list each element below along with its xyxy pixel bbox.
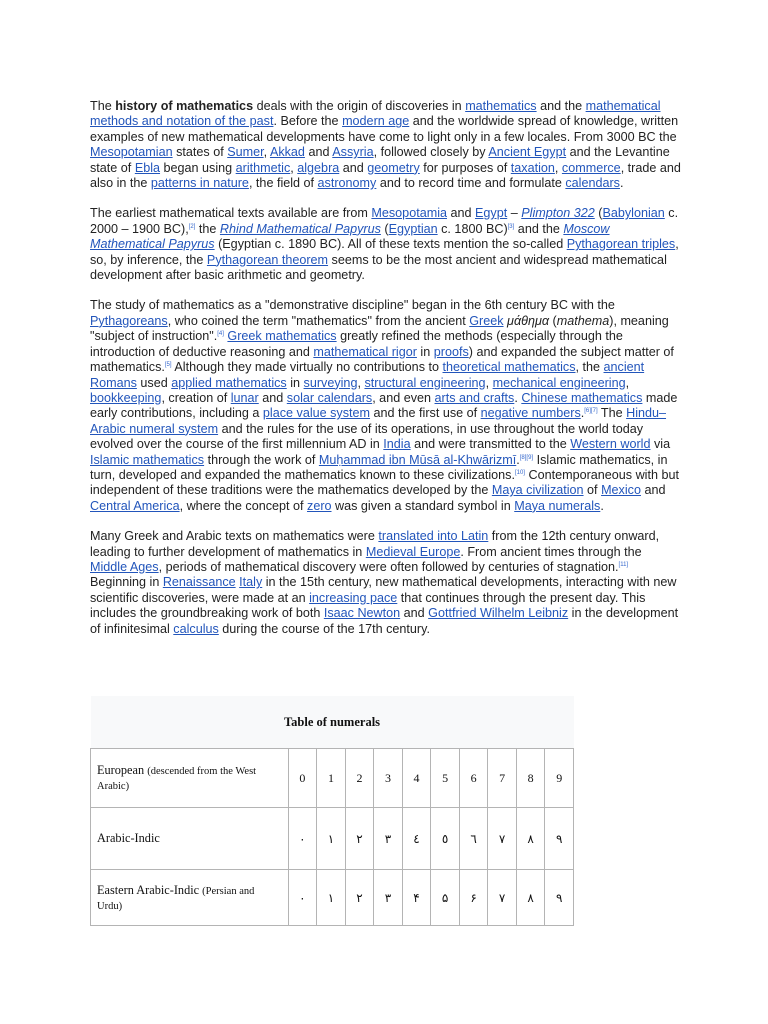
text-run: and: [400, 606, 429, 621]
text-run: and: [304, 145, 333, 160]
link-islamic-mathematics[interactable]: Islamic mathematics: [90, 452, 205, 467]
text-run: (Egyptian c. 1890 BC). All of these texts mention the so-called: [214, 237, 567, 252]
link-taxation[interactable]: taxation: [510, 160, 555, 175]
digit-cell: 9: [545, 749, 574, 808]
link-modern-age[interactable]: modern age: [342, 114, 410, 129]
text-run: , so, by inference, the: [90, 237, 679, 267]
digit-cell: ۷: [488, 870, 517, 926]
row-label: [91, 749, 289, 808]
digit-cell: 6: [459, 749, 488, 808]
link-place-value-system[interactable]: place value system: [262, 406, 371, 421]
digit-cell: 7: [488, 749, 517, 808]
link-mathematics[interactable]: mathematics: [465, 99, 537, 113]
text-run: for purposes of: [419, 160, 511, 175]
text-run: of: [583, 483, 602, 498]
text-run: and to record time and formulate: [376, 176, 566, 191]
digit-cell: ۳: [374, 870, 403, 926]
text-run: in: [286, 375, 304, 390]
link-sumer[interactable]: Sumer: [227, 145, 264, 160]
text-run: greatly refined the methods (especially through the introduction of deductive reasoning and: [90, 329, 623, 359]
text-run: .: [600, 498, 604, 513]
text-run: ,: [625, 375, 630, 390]
link-assyria[interactable]: Assyria: [332, 145, 374, 160]
text-run: and: [339, 160, 368, 175]
table-row-arabic-indic: [91, 808, 574, 870]
link-mathematical-rigor[interactable]: mathematical rigor: [313, 344, 417, 359]
link-arithmetic[interactable]: arithmetic: [235, 160, 291, 175]
text-run: (: [549, 313, 557, 328]
link-translated-into-latin[interactable]: translated into Latin: [378, 529, 489, 544]
text-run: in the development of infinitesimal: [90, 606, 679, 636]
paragraph-earliest-texts: [90, 206, 682, 283]
link-mathematical-methods-and-notation-of-the-past[interactable]: mathematical methods and notation of the past: [90, 99, 661, 129]
link-western-world[interactable]: Western world: [570, 437, 651, 452]
text-run: ,: [357, 375, 365, 390]
text-run: used: [136, 375, 172, 390]
link-egypt[interactable]: Egypt: [475, 206, 508, 221]
text-run: , the: [575, 360, 604, 375]
link-ebla[interactable]: Ebla: [134, 160, 161, 175]
link-mu-ammad-ibn-m-s-al-khw-rizm[interactable]: Muḥammad ibn Mūsā al-Khwārizmī: [318, 452, 517, 467]
digit-cell: 4: [402, 749, 431, 808]
text-run: ,: [554, 160, 562, 175]
link-medieval-europe[interactable]: Medieval Europe: [365, 544, 461, 559]
digit-cell: ۱: [317, 870, 346, 926]
text-run: through the work of: [204, 452, 319, 467]
link-pythagorean-triples[interactable]: Pythagorean triples: [566, 237, 676, 252]
link-babylonian[interactable]: Babylonian: [602, 206, 665, 221]
citation-ref[interactable]: [11]: [618, 561, 629, 568]
text-run: and the first use of: [370, 406, 481, 421]
text-run: and: [447, 206, 476, 221]
digit-cell: ۸: [516, 870, 545, 926]
link-applied-mathematics[interactable]: applied mathematics: [171, 375, 287, 390]
digit-cell: ۵: [431, 870, 460, 926]
row-note: (descended from the West Arabic): [97, 766, 257, 792]
link-structural-engineering[interactable]: structural engineering: [364, 375, 486, 390]
digit-cell: ۶: [459, 870, 488, 926]
text-run: , who coined the term "mathematics" from the ancient: [167, 313, 470, 328]
link-geometry[interactable]: geometry: [367, 160, 420, 175]
digit-cell: ۰: [288, 870, 317, 926]
row-name: Arabic-Indic: [97, 831, 160, 845]
link-maya-civilization[interactable]: Maya civilization: [491, 483, 584, 498]
paragraph-intro: [90, 99, 682, 191]
link-ancient-romans[interactable]: ancient Romans: [90, 360, 645, 390]
link-mesopotamia[interactable]: Mesopotamia: [371, 206, 447, 221]
digit-cell: 5: [431, 749, 460, 808]
text-run: .: [516, 452, 520, 467]
text-run: Beginning in: [90, 575, 163, 590]
text-run: that continues through the present day. This includes the groundbreaking work of both: [90, 590, 646, 621]
row-label: [91, 870, 289, 926]
text-run: (: [380, 221, 389, 236]
link-surveying[interactable]: surveying: [303, 375, 358, 390]
text-run: .: [514, 390, 522, 405]
text-run: c. 2000 – 1900 BC),: [90, 206, 679, 236]
text-run: Contemporaneous with but independent of these traditions were the mathematics developed by the: [90, 467, 679, 498]
citation-ref[interactable]: [2]: [188, 223, 196, 230]
text-run: , where the concept of: [179, 498, 308, 513]
italic-term: mathema: [556, 313, 610, 328]
text-run: The: [90, 99, 116, 113]
text-run: c. 1800 BC): [437, 221, 508, 236]
text-run: .: [580, 406, 585, 421]
text-run: –: [507, 206, 522, 221]
row-name: European: [97, 763, 145, 777]
text-run: , trade and also in the: [90, 160, 681, 191]
link-moscow-mathematical-papyrus[interactable]: Moscow Mathematical Papyrus: [90, 221, 610, 252]
citation-ref[interactable]: [6][7]: [584, 408, 598, 415]
text-run: .: [619, 176, 624, 191]
numerals-table: [90, 696, 574, 926]
link-negative-numbers[interactable]: negative numbers: [480, 406, 581, 421]
paragraph-medieval-and-modern: [90, 529, 682, 637]
link-solar-calendars[interactable]: solar calendars: [286, 390, 373, 405]
link-proofs[interactable]: proofs: [433, 344, 469, 359]
link-bookkeeping[interactable]: bookkeeping: [90, 390, 162, 405]
text-run: Although they made virtually no contributions to: [171, 360, 443, 375]
link-zero[interactable]: zero: [307, 498, 332, 513]
digit-cell: ١: [317, 808, 346, 870]
link-pythagoreans[interactable]: Pythagoreans: [90, 313, 168, 328]
link-arts-and-crafts[interactable]: arts and crafts: [434, 390, 515, 405]
table-row-european: [91, 749, 574, 808]
paragraph-greek-and-beyond: [90, 298, 682, 514]
link-astronomy[interactable]: astronomy: [317, 176, 377, 191]
row-label: [91, 808, 289, 870]
text-run: , periods of mathematical discovery were often followed by centuries of stagnation.: [158, 559, 619, 574]
citation-ref[interactable]: [10]: [514, 469, 525, 476]
text-run: deals with the origin of discoveries in: [253, 99, 466, 113]
text-run: and were transmitted to the: [410, 437, 571, 452]
text-run: , the field of: [248, 176, 318, 191]
link-egyptian[interactable]: Egyptian: [388, 221, 438, 236]
digit-cell: 0: [288, 749, 317, 808]
link-renaissance[interactable]: Renaissance: [162, 575, 236, 590]
text-run: The study of mathematics as a "demonstrative discipline" began in the 6th century BC with the: [90, 298, 615, 313]
text-run: , creation of: [161, 390, 231, 405]
text-run: and the Levantine state of: [90, 145, 670, 175]
link-pythagorean-theorem[interactable]: Pythagorean theorem: [206, 252, 329, 267]
digit-cell: ٨: [516, 808, 545, 870]
link-isaac-newton[interactable]: Isaac Newton: [323, 606, 401, 621]
link-middle-ages[interactable]: Middle Ages: [90, 559, 159, 574]
link-ancient-egypt[interactable]: Ancient Egypt: [488, 145, 567, 160]
digit-cell: 1: [317, 749, 346, 808]
text-run: ,: [263, 145, 270, 160]
text-run: and the: [514, 221, 564, 236]
link-plimpton-322[interactable]: Plimpton 322: [521, 206, 595, 221]
text-run: ,: [290, 160, 298, 175]
text-run: . From ancient times through the: [460, 544, 642, 559]
link-patterns-in-nature[interactable]: patterns in nature: [150, 176, 249, 191]
link-algebra[interactable]: algebra: [297, 160, 340, 175]
italic-term: μάθημα: [507, 313, 550, 328]
link-akkad[interactable]: Akkad: [269, 145, 305, 160]
link-commerce[interactable]: commerce: [561, 160, 621, 175]
text-run: and the worldwide spread of knowledge, written examples of new mathematical developments have come to light only in a few locales. From 3000 BC the: [90, 114, 679, 144]
citation-ref[interactable]: [3]: [507, 223, 515, 230]
text-run: and: [258, 390, 287, 405]
link-greek-mathematics[interactable]: Greek mathematics: [227, 329, 337, 344]
link-calculus[interactable]: calculus: [173, 621, 219, 636]
text-run: (: [594, 206, 603, 221]
article-body: [90, 99, 682, 652]
digit-cell: ٢: [345, 808, 374, 870]
link-greek[interactable]: Greek: [469, 313, 504, 328]
link-india[interactable]: India: [383, 437, 411, 452]
link-chinese-mathematics[interactable]: Chinese mathematics: [521, 390, 643, 405]
table-row-eastern-arabic-indic: [91, 870, 574, 926]
digit-cell: 8: [516, 749, 545, 808]
link-theoretical-mathematics[interactable]: theoretical mathematics: [442, 360, 576, 375]
text-run: ) and expanded the subject matter of mathematics.: [90, 344, 674, 375]
text-run: ,: [485, 375, 493, 390]
digit-cell: ٥: [431, 808, 460, 870]
link-increasing-pace[interactable]: increasing pace: [309, 590, 398, 605]
row-name: Eastern Arabic-Indic: [97, 882, 200, 897]
text-run: during the course of the 17th century.: [218, 621, 430, 636]
row-note: (Persian and Urdu): [97, 885, 255, 912]
text-run: was given a standard symbol in: [331, 498, 515, 513]
text-run: made early contributions, including a: [90, 390, 678, 421]
link-lunar[interactable]: lunar: [230, 390, 259, 405]
citation-ref[interactable]: [4]: [217, 331, 224, 338]
citation-ref[interactable]: [8][9]: [519, 454, 534, 461]
text-run: from the 12th century onward, leading to further development of mathematics in: [90, 529, 660, 559]
digit-cell: ٠: [288, 808, 317, 870]
digit-cell: ۲: [345, 870, 374, 926]
citation-ref[interactable]: [5]: [164, 361, 172, 368]
text-run: and: [640, 483, 666, 498]
digit-cell: ۴: [402, 870, 431, 926]
link-gottfried-wilhelm-leibniz[interactable]: Gottfried Wilhelm Leibniz: [428, 606, 569, 621]
text-run: seems to be the most ancient and widespread mathematical development after basic arithmetic and geometry.: [90, 252, 667, 283]
digit-cell: 3: [374, 749, 403, 808]
text-run: via: [650, 437, 671, 452]
text-run: and the: [536, 99, 586, 113]
text-run: Islamic mathematics, in turn, developed and expanded the mathematics known to these civilizations.: [90, 452, 668, 482]
text-run: The earliest mathematical texts available are from: [90, 206, 372, 221]
text-run: Many Greek and Arabic texts on mathematics were: [90, 529, 379, 544]
text-run: , followed closely by: [373, 145, 489, 160]
text-run: began using: [160, 160, 236, 175]
text-run: the: [195, 221, 220, 236]
link-italy[interactable]: Italy: [239, 575, 263, 590]
digit-cell: ٣: [374, 808, 403, 870]
bold-term: history of mathematics: [115, 99, 254, 113]
link-mexico[interactable]: Mexico: [601, 483, 641, 498]
digit-cell: ٧: [488, 808, 517, 870]
digit-cell: ٤: [402, 808, 431, 870]
digit-cell: 2: [345, 749, 374, 808]
text-run: and the rules for the use of its operations, in use throughout the world today evolved over the course of the first millennium AD in: [90, 421, 644, 452]
digit-cell: ٦: [459, 808, 488, 870]
text-run: states of: [172, 145, 228, 160]
text-run: , and even: [372, 390, 435, 405]
link-mesopotamian[interactable]: Mesopotamian: [90, 145, 173, 160]
text-run: . Before the: [273, 114, 343, 129]
link-mechanical-engineering[interactable]: mechanical engineering: [492, 375, 626, 390]
text-run: in: [416, 344, 434, 359]
text-run: ), meaning "subject of instruction".: [90, 313, 669, 344]
link-hindu-arabic-numeral-system[interactable]: Hindu–Arabic numeral system: [90, 406, 667, 436]
text-run: in the 15th century, new mathematical developments, interacting with new scientific discoveries, were made at an: [90, 575, 677, 605]
link-maya-numerals[interactable]: Maya numerals: [514, 498, 601, 513]
digit-cell: ۹: [545, 870, 574, 926]
link-central-america[interactable]: Central America: [90, 498, 180, 513]
link-calendars[interactable]: calendars: [565, 176, 620, 191]
text-run: The: [597, 406, 627, 421]
table-caption: Table of numerals: [91, 696, 574, 749]
link-rhind-mathematical-papyrus[interactable]: Rhind Mathematical Papyrus: [219, 221, 381, 236]
digit-cell: ٩: [545, 808, 574, 870]
